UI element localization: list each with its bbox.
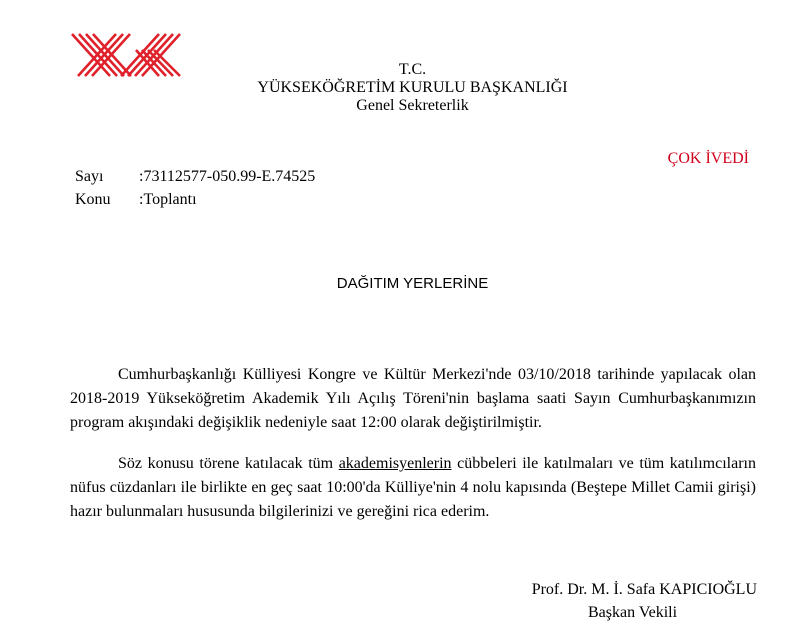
signatory-name: Prof. Dr. M. İ. Safa KAPICIOĞLU: [531, 581, 757, 598]
paragraph-2-part-2: cübbeleri ile katılmaları ve tüm katılımcıların nüfus cüzdanları ile birlikte en geç saat 10:00'da Külliye'nin 4 nolu kapısında (Beştepe Millet Camii girişi) hazır bulunmaları hususunda bilgilerinizi ve gereğini rica ederim.: [70, 455, 756, 520]
paragraph-2-underlined-word: akademisyenlerin: [338, 455, 452, 472]
meta-sayi-row: [75, 168, 315, 186]
header-line-institution: YÜKSEKÖĞRETİM KURULU BAŞKANLIĞI: [257, 79, 568, 96]
meta-sayi-value: 73112577-050.99-E.74525: [143, 168, 316, 185]
header-line-tc: T.C.: [398, 61, 427, 78]
meta-konu-colon: :: [139, 191, 144, 208]
paragraph-2-part-1: Söz konusu törene katılacak tüm: [118, 455, 339, 472]
meta-sayi-colon: :: [139, 168, 144, 185]
meta-konu-label: Konu: [75, 191, 111, 208]
signatory-title: Başkan Vekili: [588, 604, 678, 621]
urgency-label: ÇOK İVEDİ: [667, 150, 749, 167]
addressee-heading: DAĞITIM YERLERİNE: [336, 275, 489, 292]
body-paragraph-1: Cumhurbaşkanlığı Külliyesi Kongre ve Kültür Merkezi'nde 03/10/2018 tarihinde yapılacak olan 2018-2019 Yükseköğretim Akademik Yılı Açılış Töreni'nin başlama saati Sayın Cumhurbaşkanımızın program akışındaki değişiklik nedeniyle saat 12:00 olarak değiştirilmiştir.: [70, 366, 756, 431]
header-line-department: Genel Sekreterlik: [356, 97, 469, 114]
body-paragraph-2: [70, 452, 756, 524]
meta-konu-row: [75, 191, 197, 209]
meta-sayi-label: Sayı: [75, 168, 104, 185]
meta-konu-value: Toplantı: [143, 191, 197, 208]
